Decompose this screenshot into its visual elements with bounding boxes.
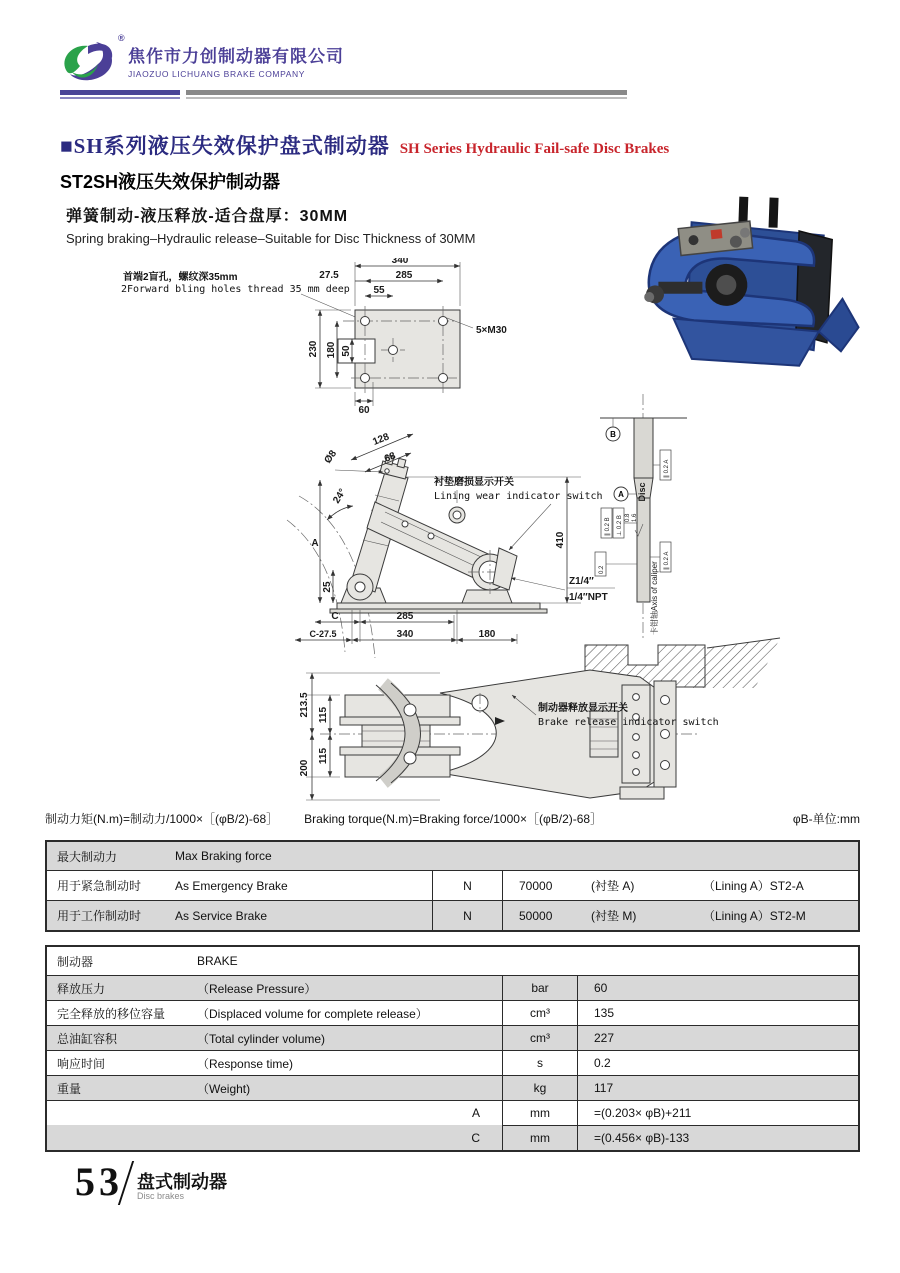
dim-340: 340	[391, 258, 409, 266]
dim-340b: 340	[396, 629, 414, 640]
unit-cell: N	[432, 871, 502, 900]
row-label-en: As Emergency Brake	[175, 878, 288, 893]
unit-cell: kg	[502, 1076, 577, 1100]
dim-230: 230	[308, 340, 319, 358]
torque-formula-row	[45, 810, 860, 827]
formula-unit-note: φB-单位:mm	[792, 812, 860, 826]
dim-letter-a: A	[471, 1106, 480, 1120]
dim-213-5: 213.5	[299, 692, 310, 718]
product-photo	[628, 188, 880, 373]
unit-cell: bar	[502, 976, 577, 1000]
page-number: 53	[75, 1159, 123, 1204]
table2-header-en: BRAKE	[197, 954, 238, 968]
dim-180b: 180	[478, 629, 496, 640]
table2-row-cylinder-volume	[47, 1025, 858, 1050]
unit-cell: mm	[502, 1125, 577, 1150]
dim-60: 60	[358, 405, 370, 415]
unit-cell: cm³	[502, 1001, 577, 1025]
series-title-cn: ■SH系列液压失效保护盘式制动器	[60, 134, 390, 158]
header-bar-purple	[60, 90, 180, 95]
roughness-2: 1.6	[632, 513, 638, 522]
max-braking-force-table	[45, 840, 860, 932]
datum-b: B	[610, 430, 616, 439]
value-cell: 60	[577, 976, 858, 1000]
table2-row-weight	[47, 1075, 858, 1100]
header-underline-purple	[60, 97, 180, 99]
lining-cn: (衬垫 A)	[591, 879, 635, 893]
row-label-cn: 总油缸容积	[57, 1031, 118, 1046]
tol-left-3: 0.2	[599, 565, 605, 574]
dim-68: 68	[382, 450, 398, 465]
table1-header-en: Max Braking force	[175, 849, 272, 863]
formula-cn: 制动力矩(N.m)=制动力/1000×［(φB/2)-68］	[45, 812, 279, 826]
dim-phi8: Ø8	[322, 448, 340, 466]
footer	[75, 1158, 227, 1205]
side-view-drawing	[285, 420, 615, 665]
table2-header-row	[47, 947, 858, 975]
table2-row-dim-a	[47, 1100, 858, 1125]
bolt-spec: 5×M30	[476, 325, 507, 336]
tol-right-bottom: ∥ 0.2 A	[664, 551, 670, 570]
dim-A: A	[311, 538, 319, 549]
table2-header-cn: 制动器	[57, 954, 94, 969]
dim-115-lower: 115	[318, 747, 329, 765]
table1-header-cn: 最大制动力	[57, 849, 118, 864]
wear-switch-en: Lining wear indicator switch	[434, 491, 603, 502]
dim-27-5: 27.5	[319, 270, 339, 281]
series-title-en: SH Series Hydraulic Fail-safe Disc Brakes	[399, 141, 670, 157]
dim-letter-c: C	[471, 1130, 480, 1145]
wear-switch-cn: 衬垫磨损显示开关	[434, 477, 514, 488]
row-label-en: （Release Pressure）	[197, 981, 317, 996]
value-cell: =(0.203× φB)+211	[577, 1101, 858, 1125]
row-label-cn: 响应时间	[57, 1056, 106, 1071]
table2-row-displaced-volume	[47, 1000, 858, 1025]
top-note-cn: 首端2盲孔，螺纹深35mm	[123, 272, 238, 283]
company-logo	[58, 32, 122, 88]
disc-label: Disc	[637, 482, 647, 502]
feature-line-en: Spring braking–Hydraulic release–Suitable for Disc Thickness of 30MM	[66, 231, 476, 246]
registered-mark: ®	[118, 33, 125, 43]
lining-en: （Lining A）ST2-A	[703, 879, 804, 893]
header-underline-gray	[186, 97, 627, 99]
value-cell: =(0.456× φB)-133	[577, 1125, 858, 1150]
dim-50: 50	[341, 345, 352, 357]
table1-row-emergency	[47, 870, 858, 900]
unit-cell: cm³	[502, 1026, 577, 1050]
row-label-en: （Response time)	[197, 1056, 294, 1071]
release-switch-cn: 制动器释放显示开关	[538, 703, 628, 714]
port-npt: 1/4″NPT	[569, 592, 608, 603]
feature-line-cn: 弹簧制动-液压释放-适合盘厚：30MM	[66, 208, 349, 225]
row-label-en: （Weight)	[197, 1081, 251, 1096]
value-cell: 135	[577, 1001, 858, 1025]
lining-cn: (衬垫 M)	[591, 909, 637, 923]
port-z14: Z1/4″	[569, 576, 594, 587]
row-label-cn: 用于工作制动时	[57, 909, 142, 923]
table2-row-release-pressure	[47, 975, 858, 1000]
unit-cell: mm	[502, 1101, 577, 1125]
table2-row-dim-c	[47, 1125, 858, 1150]
value-cell: 227	[577, 1026, 858, 1050]
dim-115-upper: 115	[318, 706, 329, 724]
value-cell: 117	[577, 1076, 858, 1100]
tol-left-1: ∥ 0.2 B	[605, 517, 611, 536]
footer-category-cn: 盘式制动器	[137, 1172, 227, 1192]
row-label-cn: 用于紧急制动时	[57, 879, 142, 893]
axis-of-caliper: 卡钳轴Axis of caliper	[650, 561, 659, 635]
model-title: ST2SH液压失效保护制动器	[60, 172, 281, 192]
row-label-cn: 重量	[57, 1081, 82, 1096]
row-label-en: （Total cylinder volume)	[197, 1031, 326, 1046]
top-view-drawing	[105, 258, 535, 415]
dim-25: 25	[322, 581, 333, 593]
dim-C275: C-27.5	[309, 629, 337, 639]
dim-410: 410	[555, 531, 566, 549]
dim-285b: 285	[396, 611, 414, 622]
company-name-cn: 焦作市力创制动器有限公司	[128, 47, 344, 66]
row-label-en: （Displaced volume for complete release）	[197, 1006, 428, 1021]
unit-cell: s	[502, 1051, 577, 1075]
disc-section-drawing	[575, 390, 790, 690]
dim-180: 180	[326, 341, 337, 359]
header-bar-gray	[186, 90, 627, 95]
table1-row-service	[47, 900, 858, 930]
dim-C: C	[331, 611, 339, 622]
footer-category-en: Disc brakes	[137, 1191, 185, 1201]
lining-en: （Lining A）ST2-M	[703, 909, 806, 923]
table1-header-row	[47, 842, 858, 870]
brake-data-table	[45, 945, 860, 1152]
company-name-block	[128, 42, 344, 79]
value-cell: 50000	[519, 908, 553, 923]
logo-green-swirl	[64, 46, 88, 73]
formula-en: Braking torque(N.m)=Braking force/1000×［(φB/2)-68］	[304, 812, 603, 826]
dim-55: 55	[373, 285, 385, 296]
dim-24deg: 24°	[331, 486, 349, 506]
row-label-cn: 释放压力	[57, 981, 106, 996]
dim-128: 128	[371, 431, 391, 448]
top-note-en: 2Forward bling holes thread 35 mm deep	[121, 284, 350, 295]
dim-285: 285	[395, 270, 413, 281]
datum-a: A	[618, 490, 624, 499]
front-view-drawing	[290, 655, 790, 805]
unit-cell: N	[432, 901, 502, 930]
value-cell: 0.2	[577, 1051, 858, 1075]
title-line	[60, 130, 860, 160]
table2-row-response-time	[47, 1050, 858, 1075]
company-name-en: JIAOZUO LICHUANG BRAKE COMPANY	[128, 69, 306, 79]
tol-left-2: ⊥ 0.2 B	[617, 515, 623, 536]
dim-200: 200	[299, 759, 310, 777]
row-label-cn: 完全释放的移位容量	[57, 1006, 166, 1021]
value-cell: 70000	[519, 878, 553, 893]
release-switch-en: Brake release indicator switch	[538, 717, 719, 728]
row-label-en: As Service Brake	[175, 908, 268, 923]
roughness-1: 0.8	[625, 513, 631, 522]
tol-right-top: ∥ 0.2 A	[664, 459, 670, 478]
